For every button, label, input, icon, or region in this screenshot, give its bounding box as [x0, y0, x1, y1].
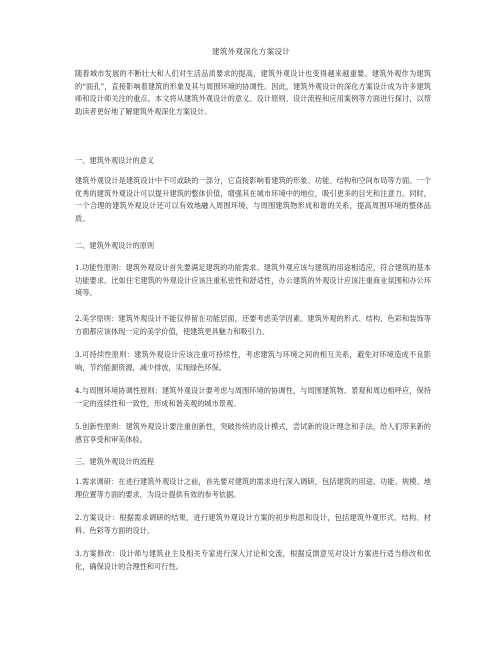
process-item-research: 1.需求调研：在进行建筑外观设计之前，首先要对建筑的需求进行深入调研，包括建筑的用途、功能、规模、地理位置等方面的要求，为设计提供有效的参考依据。	[75, 477, 431, 499]
significance-paragraph: 建筑外观设计是建筑设计中不可或缺的一部分，它直接影响着建筑的形象、功能、结构和空间布局等方面。一个优秀的建筑外观设计可以提升建筑的整体价值，增强其在城市环境中的地位，吸引更多的目光和注意力。同时，一个合理的建筑外观设计还可以有效地融入周围环境，与周围建筑物形成和谐的关系，提高周围环境的整体品质。	[75, 176, 431, 223]
process-item-revision: 3.方案修改：设计师与建筑业主及相关专家进行深入讨论和交流，根据反馈意见对设计方案进行适当修改和优化，确保设计的合理性和可行性。	[75, 549, 431, 571]
section-heading-process: 三、建筑外观设计的流程	[75, 457, 155, 466]
process-item-design: 2.方案设计：根据需求调研的结果，进行建筑外观设计方案的初步构思和设计，包括建筑外观形式、结构、材料、色彩等方面的设计。	[75, 513, 431, 535]
intro-paragraph: 随着城市发展的不断壮大和人们对生活品质要求的提高，建筑外观设计也变得越来越重要。建筑外观作为建筑的“面孔”，直接影响着建筑的形象及其与周围环境的协调性。因此，建筑外观设计的深化方案设计成为许多建筑师和设计师关注的重点。本文将从建筑外观设计的意义、设计原则、设计流程和应用案例等方面进行探讨，以帮助读者更好地了解建筑外观深化方案设计。	[75, 69, 431, 116]
principle-item-harmony: 4.与周围环境协调性原则：建筑外观设计要考虑与周围环境的协调性，与周围建筑物、景观和周边相呼应，保持一定的连续性和一致性，形成和谐美观的城市景观。	[75, 386, 431, 408]
document-title: 建筑外观深化方案设计	[212, 47, 290, 56]
principle-item-aesthetics: 2.美学原则：建筑外观设计不能仅停留在功能层面，还要考虑美学因素。建筑外观的形式、结构、色彩和装饰等方面都应该体现一定的美学价值，使建筑更具魅力和吸引力。	[75, 314, 431, 336]
principle-item-functionality: 1.功能性原则：建筑外观设计首先要满足建筑的功能需求。建筑外观应该与建筑的用途相适应，符合建筑的基本功能要求。比如住宅建筑的外观设计应该注重私密性和舒适性，办公建筑的外观设计应该注重商业氛围和办公环境等。	[75, 263, 431, 298]
principle-item-innovation: 5.创新性原则：建筑外观设计要注重创新性，突破传统的设计模式，尝试新的设计理念和手法，给人们带来新的感官享受和审美体验。	[75, 422, 431, 444]
principle-item-sustainability: 3.可持续性原则：建筑外观设计应该注重可持续性，考虑建筑与环境之间的相互关系，避免对环境造成不良影响，节约能源资源，减少排放，实现绿色环保。	[75, 350, 431, 372]
section-heading-significance: 一、建筑外观设计的意义	[75, 156, 155, 165]
section-heading-principles: 二、建筑外观设计的原则	[75, 241, 155, 250]
